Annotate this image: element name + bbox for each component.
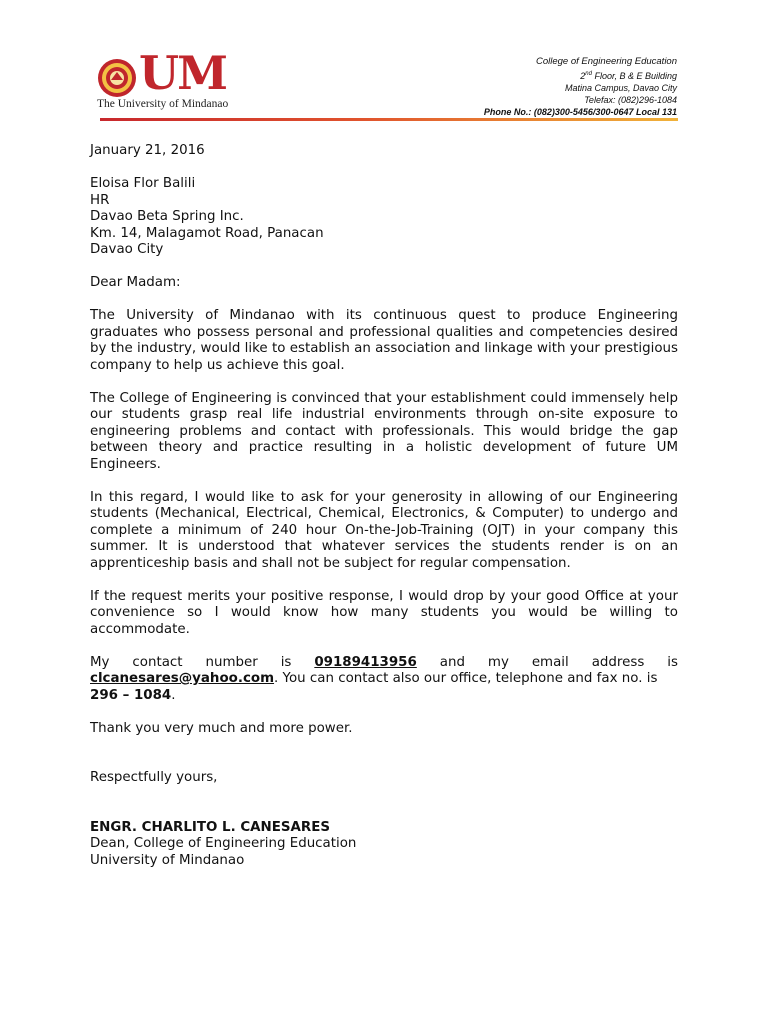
campus-line: Matina Campus, Davao City: [564, 83, 677, 93]
recipient-name: Eloisa Flor Balili: [90, 176, 196, 191]
building-line: 2nd Floor, B & E Building: [580, 71, 677, 81]
paragraph-followup: If the request merits your positive response, I would drop by your good Office at your convenience so I would know how many students you would be willing to accommodate.: [90, 588, 678, 637]
office-phone: 296 – 1084: [90, 687, 172, 703]
logo-um-text: UM: [139, 46, 227, 100]
recipient-position: HR: [90, 192, 110, 208]
signatory-institution: University of Mindanao: [90, 852, 245, 868]
header-divider: [100, 118, 678, 121]
university-seal-icon: [97, 58, 137, 98]
recipient-city: Davao City: [90, 242, 164, 257]
phone-line: Phone No.: (082)300-5456/300-0647 Local 131: [483, 107, 677, 117]
university-logo: [97, 46, 257, 114]
paragraph-purpose: The College of Engineering is convinced that your establishment could immensely help our students grasp real life industrial environments through on-site exposure to engineering problems and contact with professionals. This would bridge the gap between theory and practice resulting in a holistic development of future UM Engineers.: [90, 390, 678, 472]
signatory-name: ENGR. CHARLITO L. CANESARES: [90, 819, 330, 835]
university-name: The University of Mindanao: [97, 98, 229, 110]
paragraph-intro: The University of Mindanao with its continuous quest to produce Engineering graduates who possess personal and professional qualities and competencies desired by the industry, would like to establish an association and linkage with your prestigious company to help us achieve this goal.: [90, 308, 678, 373]
closing: Respectfully yours,: [90, 770, 218, 785]
letter-body: [90, 143, 678, 869]
paragraph-request: In this regard, I would like to ask for your generosity in allowing of our Engineering students (Mechanical, Electrical, Chemical, Electronics, & Computer) to undergo and complete a minimum of 240 hour On-the-Job-Training (OJT) in your company this summer. It is understood that whatever services the students render is on an apprenticeship basis and shall not be subject for regular compensation.: [90, 489, 678, 571]
contact-email: clcanesares@yahoo.com: [90, 671, 275, 686]
recipient-company: Davao Beta Spring Inc.: [90, 209, 244, 224]
letter-date: January 21, 2016: [90, 143, 205, 158]
signature-block: [90, 820, 678, 870]
telefax-line: Telefax: (082)296-1084: [584, 95, 677, 105]
college-name: College of Engineering Education: [535, 56, 677, 67]
salutation: Dear Madam:: [90, 275, 181, 290]
recipient-block: [90, 176, 678, 259]
recipient-address: Km. 14, Malagamot Road, Panacan: [90, 225, 324, 241]
signatory-title: Dean, College of Engineering Education: [90, 836, 357, 851]
paragraph-contact: My contact number is 09189413956 and my email address is clcanesares@yahoo.com. You can contact also our office, telephone and fax no. is 296 – 1084.: [90, 654, 678, 703]
contact-number: 09189413956: [314, 654, 417, 670]
thanks-line: Thank you very much and more power.: [90, 720, 353, 736]
college-address-block: [484, 56, 677, 118]
